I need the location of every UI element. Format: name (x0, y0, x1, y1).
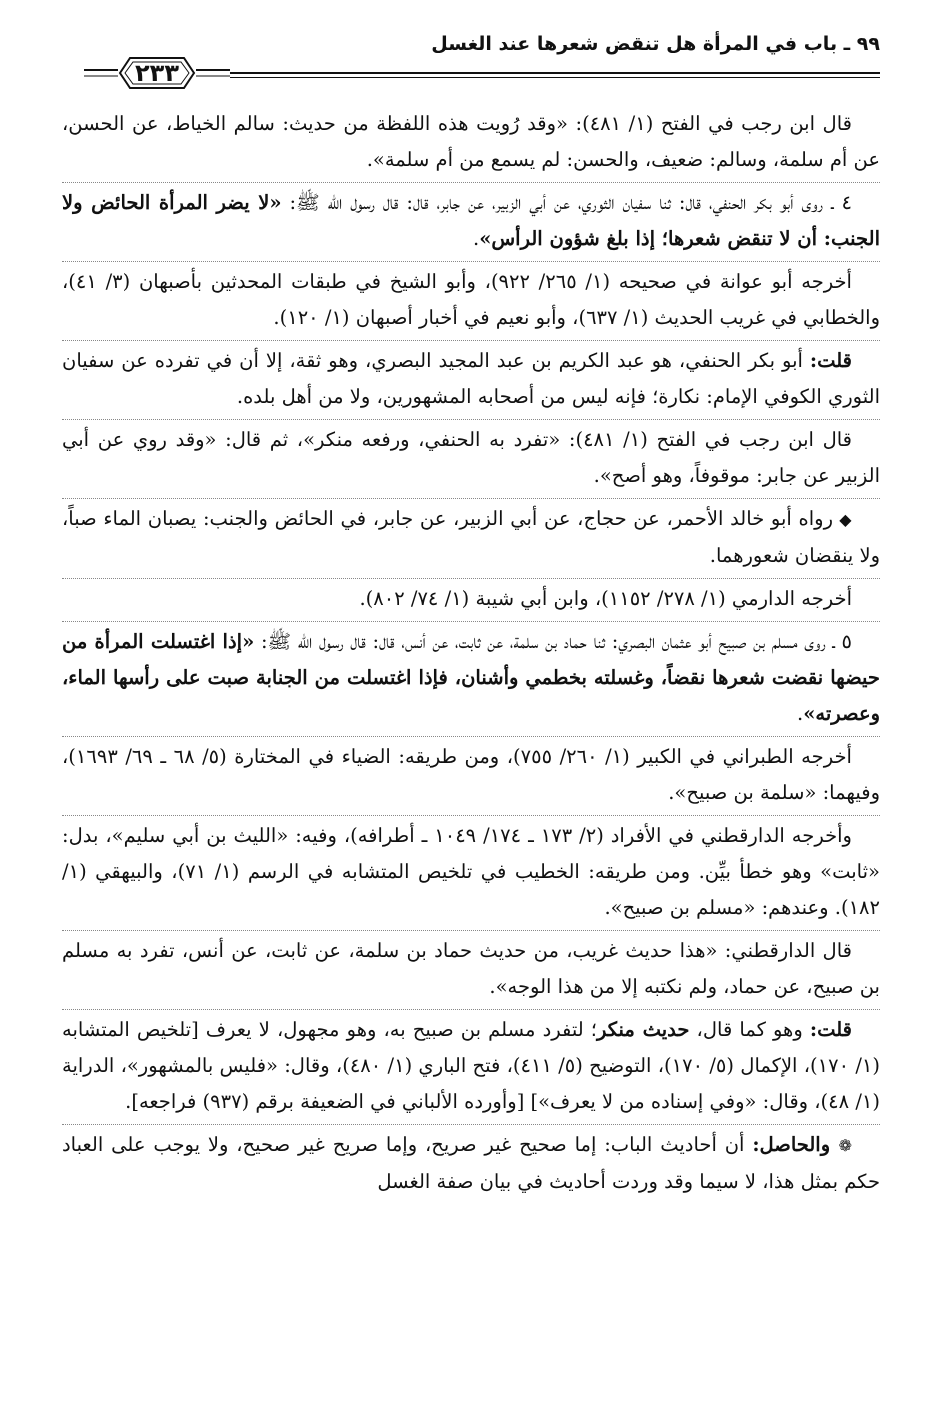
conclusion-lead: والحاصل: (752, 1133, 839, 1156)
comment-5 (62, 1009, 880, 1120)
paragraph-text: أن أحاديث الباب: إما صحيح غير صريح، وإما صريح غير صحيح، ولا يوجب على العباد حكم بمثل هذا، لا سيما وقد وردت أحاديث في بيان صفة الغسل (62, 1133, 880, 1193)
comment-lead: قلت: (809, 1018, 852, 1041)
page-number: ٢٣٣ (135, 59, 179, 87)
paragraph-suffix: . (797, 702, 804, 725)
hadith-text: «لا يضر المرأة الحائض ولا الجنب: أن لا تنقض شعرها؛ إذا بلغ شؤون الرأس» (62, 191, 880, 250)
hadith-5 (62, 621, 880, 732)
ibn-rajab-quote (62, 419, 880, 494)
mawquf-narration (62, 498, 880, 574)
paragraph-text: قال ابن رجب في الفتح (١/ ٤٨١): «تفرد به الحنفي، ورفعه منكر»، ثم قال: «وقد روي عن أبي الزبير عن جابر: موقوفاً، وهو أصح». (62, 428, 880, 487)
main-text (62, 104, 880, 1204)
ruling-text: حديث منكر (597, 1018, 690, 1041)
paragraph-text: أخرجه أبو عوانة في صحيحه (١/ ٢٦٥/ ٩٢٢)، وأبو الشيخ في طبقات المحدثين بأصبهان (٣/ ٤١)، والخطابي في غريب الحديث (١/ ٦٣٧)، وأبو نعيم في أخبار أصبهان (١/ ١٢٠). (62, 270, 880, 329)
running-head: ٩٩ ـ باب في المرأة هل تنقض شعرها عند الغسل (431, 33, 880, 55)
paragraph-text: قال ابن رجب في الفتح (١/ ٤٨١): «وقد رُويت هذه اللفظة من حديث: سالم الخياط، عن الحسن، عن أم سلمة، وسالم: ضعيف، والحسن: لم يسمع من أم سلمة». (62, 112, 880, 171)
takhrij-5-tabarani (62, 736, 880, 811)
header-rule (230, 72, 880, 74)
paragraph-text: وأخرجه الدارقطني في الأفراد (٢/ ١٧٣ ـ ١٧٤/ ١٠٤٩ ـ أطرافه)، وفيه: «الليث بن أبي سليم»، بدل: «ثابت» وهو خطأ بيِّن. ومن طريقه: الخطيب في تلخيص المتشابه في الرسم (١/ ٧١)، والبيهقي (١/ ١٨٢). وعندهم: «مسلم بن صبيح». (62, 824, 880, 919)
header-rule-thin (230, 77, 880, 78)
paragraph-text: أبو بكر الحنفي، هو عبد الكريم بن عبد المجيد البصري، وهو ثقة، إلا أن في تفرده عن سفيان الثوري الكوفي الإمام: نكارة؛ فإنه ليس من أصحابه المشهورين، ولا من أهل بلده. (62, 349, 880, 408)
paragraph-1 (62, 104, 880, 178)
takhrij-mawquf (62, 578, 880, 617)
paragraph-text: أخرجه الطبراني في الكبير (١/ ٢٦٠/ ٧٥٥)، ومن طريقه: الضياء في المختارة (٥/ ٦٨ ـ ٦٩/ ١٦٩٣)، وفيهما: «سلمة بن صبيح». (62, 745, 880, 804)
paragraph-prefix: وهو كما قال، (689, 1018, 810, 1041)
flower-bullet-icon: ❁ (838, 1136, 852, 1155)
paragraph-text: أخرجه الدارمي (١/ ٢٧٨/ ١١٥٢)، وابن أبي شيبة (١/ ٧٤/ ٨٠٢). (359, 587, 852, 610)
paragraph-suffix: ؛ لتفرد مسلم بن صبيح به، وهو مجهول، لا يعرف [تلخيص المتشابه (١/ ١٧٠)، الإكمال (٥/ ١٧٠)، التوضيح (٥/ ٤١١)، فتح الباري (١/ ٤٨٠)، وقال: «فليس بالمشهور»، الدراية (١/ ٤٨)، وقال: «وفي إسناده من لا يعرف»] [وأورده الألباني في الضعيفة برقم (٩٣٧) فراجعه]. (62, 1018, 880, 1113)
hadith-chain: ٥ ـ روى مسلم بن صبيح أبو عثمان البصري: ثنا حماد بن سلمة، عن ثابت، عن أنس، قال: قال رسول الله ﷺ: (254, 630, 853, 653)
takhrij-5-daraqutni (62, 815, 880, 926)
takhrij-4 (62, 261, 880, 336)
daraqutni-quote (62, 930, 880, 1005)
paragraph-text: قال الدارقطني: «هذا حديث غريب، من حديث حماد بن سلمة، عن ثابت، عن أنس، تفرد به مسلم بن صبيح، عن حماد، ولم نكتبه إلا من هذا الوجه». (62, 939, 880, 998)
paragraph-suffix: . (472, 227, 480, 250)
comment-lead: قلت: (809, 349, 852, 372)
paragraph-text: رواه أبو خالد الأحمر، عن حجاج، عن أبي الزبير، عن جابر، في الحائض والجنب: يصبان الماء صباً، ولا ينقضان شعورهما. (62, 507, 880, 567)
hadith-chain: ٤ ـ روى أبو بكر الحنفي، قال: ثنا سفيان الثوري، عن أبي الزبير، عن جابر، قال: قال رسول الله ﷺ: (281, 191, 852, 214)
hadith-text: «إذا اغتسلت المرأة من حيضها نقضت شعرها نقضاً، وغسلته بخطمي وأشنان، فإذا اغتسلت من الجنابة صبت على رأسها الماء، وعصرته» (62, 630, 880, 725)
diamond-bullet-icon: ◆ (839, 510, 852, 529)
hadith-4 (62, 182, 880, 257)
comment-4 (62, 340, 880, 415)
conclusion (62, 1124, 880, 1200)
